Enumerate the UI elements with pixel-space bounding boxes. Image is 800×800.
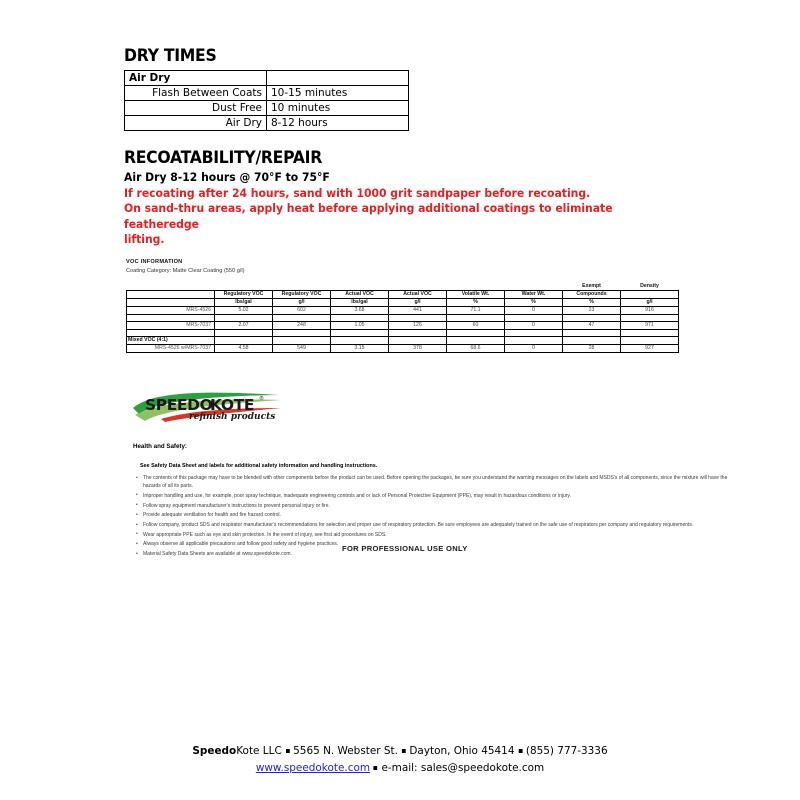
dry-times-group-header: Air Dry <box>125 71 267 86</box>
table-row <box>127 345 679 353</box>
voc-spacer-cell <box>331 337 389 345</box>
footer <box>0 742 800 776</box>
voc-cell-act-voc-gl: 126 <box>389 322 447 330</box>
table-row <box>127 322 679 330</box>
separator-square-icon <box>518 749 522 753</box>
voc-cell-act-voc-lbs: 3.68 <box>331 307 389 315</box>
voc-spacer-cell <box>563 337 621 345</box>
list-item: • The contents of this package may have to be blended with other components before the product can be used. Before opening the packages, be sure you understand the warning messages on the labels and MSDS's of all components, since the mixture will have the hazards of all its parts. <box>133 474 733 490</box>
voc-units-product <box>127 299 215 307</box>
voc-spacer-cell <box>505 283 563 291</box>
voc-cell-reg-voc-lbs: 4.58 <box>215 345 273 353</box>
logo-kote-text: KOTE <box>210 396 255 414</box>
voc-cell-reg-voc-lbs: 2.07 <box>215 322 273 330</box>
voc-spacer-cell <box>273 337 331 345</box>
voc-header-volatile-wt: Volatile Wt. <box>447 291 505 299</box>
list-item: • Always observe all applicable precautions and follow good safety and hygiene practices. <box>133 540 733 548</box>
voc-header-density <box>621 291 679 299</box>
voc-units-act-voc-lbs: lbs/gal <box>331 299 389 307</box>
voc-header-row <box>127 291 679 299</box>
voc-spacer-row <box>127 330 679 337</box>
footer-company-bold: Speedo <box>192 744 237 757</box>
voc-spacer-cell <box>127 315 215 322</box>
voc-cell-density: 971 <box>621 322 679 330</box>
voc-cell-act-voc-gl: 378 <box>389 345 447 353</box>
voc-spacer-cell <box>215 330 273 337</box>
health-safety-subtitle: See Safety Data Sheet and labels for additional safety information and handling instructions. <box>140 463 378 469</box>
table-row <box>125 86 409 101</box>
recoatability-line-sandthru-a: On sand-thru areas, apply heat before applying additional coatings to eliminate featheredge <box>124 201 613 231</box>
voc-units-volatile-wt: % <box>447 299 505 307</box>
recoatability-title: RECOATABILITY/REPAIR <box>124 148 322 168</box>
voc-spacer-cell <box>447 283 505 291</box>
voc-cell-volatile-wt: 60 <box>447 322 505 330</box>
dry-times-value: 8-12 hours <box>267 116 409 131</box>
voc-spacer-cell <box>273 315 331 322</box>
voc-header-product <box>127 291 215 299</box>
health-and-safety-section <box>133 442 733 560</box>
table-row <box>127 307 679 315</box>
dry-times-table <box>124 70 409 131</box>
voc-units-act-voc-gl: g/l <box>389 299 447 307</box>
voc-spacer-cell <box>563 330 621 337</box>
dry-times-value: 10 minutes <box>267 101 409 116</box>
voc-spacer-cell <box>215 337 273 345</box>
voc-spacer-cell <box>215 283 273 291</box>
dry-times-group-header-blank <box>267 71 409 86</box>
voc-spacer-cell <box>447 330 505 337</box>
footer-contact-line <box>20 742 780 759</box>
footer-company-rest: Kote LLC <box>236 744 282 757</box>
voc-units-row <box>127 299 679 307</box>
recoatability-section <box>124 148 714 248</box>
voc-spacer-cell <box>127 283 215 291</box>
voc-row-product-mixed: MRS-4526 w/MRS-7037 <box>127 345 215 353</box>
voc-coating-category: Coating Category: Matte Clear Coating (550 g/l) <box>126 268 245 274</box>
voc-spacer-cell <box>389 283 447 291</box>
voc-cell-water-wt: 0 <box>505 345 563 353</box>
voc-table-toplabels-row <box>127 283 679 291</box>
footer-phone: (855) 777-3336 <box>525 744 608 757</box>
separator-square-icon <box>286 749 290 753</box>
voc-cell-density: 927 <box>621 345 679 353</box>
voc-spacer-cell <box>331 315 389 322</box>
voc-cell-exempt-compounds: 28 <box>563 345 621 353</box>
voc-spacer-cell <box>505 330 563 337</box>
voc-spacer-cell <box>273 330 331 337</box>
voc-spacer-cell <box>127 330 215 337</box>
voc-spacer-cell <box>331 330 389 337</box>
voc-spacer-cell <box>505 315 563 322</box>
voc-density-toplabel: Density <box>640 283 659 289</box>
voc-units-reg-voc-lbs: lbs/gal <box>215 299 273 307</box>
voc-header-act-voc-lbs: Actual VOC <box>331 291 389 299</box>
voc-spacer-cell <box>505 337 563 345</box>
voc-units-reg-voc-gl: g/l <box>273 299 331 307</box>
recoatability-line-sanding: If recoating after 24 hours, sand with 1000 grit sandpaper before recoating. <box>124 185 591 200</box>
voc-units-exempt-compounds: % <box>563 299 621 307</box>
voc-cell-reg-voc-gl: 549 <box>273 345 331 353</box>
voc-spacer-cell <box>273 283 331 291</box>
dry-times-title: DRY TIMES <box>124 46 217 66</box>
logo-tagline: refinish products <box>189 412 276 422</box>
list-item: • Follow company, product SDS and respirator manufacturer's recommendations for selection and proper use of respiratory protection. Be sure employees are adequately trained on the safe use of respirators per company and regulatory requirements. <box>133 521 733 529</box>
voc-spacer-cell <box>389 315 447 322</box>
separator-square-icon <box>374 766 378 770</box>
voc-cell-act-voc-lbs: 1.05 <box>331 322 389 330</box>
voc-cell-density: 916 <box>621 307 679 315</box>
dry-times-label: Air Dry <box>125 116 267 131</box>
voc-spacer-cell <box>621 330 679 337</box>
voc-cell-water-wt: 0 <box>505 307 563 315</box>
table-row <box>125 71 409 86</box>
voc-header-reg-voc-gl: Regulatory VOC <box>273 291 331 299</box>
voc-cell-reg-voc-gl: 248 <box>273 322 331 330</box>
recoatability-line-sandthru-b: lifting. <box>124 232 165 246</box>
voc-cell-volatile-wt: 68.6 <box>447 345 505 353</box>
voc-spacer-cell <box>563 315 621 322</box>
voc-spacer-cell <box>215 315 273 322</box>
voc-spacer-cell <box>447 315 505 322</box>
voc-cell-volatile-wt: 71.1 <box>447 307 505 315</box>
voc-row-product: MRS-4526 <box>127 307 215 315</box>
dry-times-value: 10-15 minutes <box>267 86 409 101</box>
voc-exempt-toplabel: Exempt <box>582 283 601 289</box>
voc-header-water-wt: Water Wt. <box>505 291 563 299</box>
voc-spacer-cell <box>621 315 679 322</box>
dry-times-label: Flash Between Coats <box>125 86 267 101</box>
dry-times-section <box>124 46 414 131</box>
list-item: • Improper handling and use, for example, poor spray technique, inadequate engineering controls and or lack of Personal Protective Equipment (PPE), may result in hazardous conditions or injury. <box>133 492 733 500</box>
voc-mixed-label: Mixed VOC (4:1) <box>127 337 215 345</box>
voc-header-exempt-compounds: Compounds <box>563 291 621 299</box>
voc-table <box>126 283 679 353</box>
list-item: • Wear appropriate PPE such as eye and skin protection. In the event of injury, see first aid procedures on SDS. <box>133 531 733 539</box>
list-item: • Provide adequate ventilation for health and fire hazard control. <box>133 511 733 519</box>
voc-units-water-wt: % <box>505 299 563 307</box>
voc-cell-act-voc-lbs: 3.15 <box>331 345 389 353</box>
voc-cell-exempt-compounds: 23 <box>563 307 621 315</box>
footer-email: e-mail: sales@speedokote.com <box>381 761 545 774</box>
health-safety-title: Health and Safety: <box>133 443 187 450</box>
voc-header-act-voc-gl: Actual VOC <box>389 291 447 299</box>
voc-spacer-row <box>127 315 679 322</box>
list-item: • Material Safety Data Sheets are available at www.speedokote.com. <box>133 550 733 558</box>
voc-cell-exempt-compounds: 47 <box>563 322 621 330</box>
voc-information-section <box>126 258 686 353</box>
voc-cell-reg-voc-gl: 602 <box>273 307 331 315</box>
separator-square-icon <box>402 749 406 753</box>
voc-mixed-label-row <box>127 337 679 345</box>
speedokote-logo <box>131 388 283 424</box>
voc-title: VOC INFORMATION <box>126 259 183 265</box>
voc-cell-act-voc-gl: 441 <box>389 307 447 315</box>
voc-spacer-cell <box>621 337 679 345</box>
voc-cell-reg-voc-lbs: 5.02 <box>215 307 273 315</box>
voc-spacer-cell <box>447 337 505 345</box>
dry-times-label: Dust Free <box>125 101 267 116</box>
voc-units-density: g/l <box>621 299 679 307</box>
recoatability-line-airdry: Air Dry 8-12 hours @ 70°F to 75°F <box>124 170 330 184</box>
speedokote-logo-icon <box>131 388 283 424</box>
footer-website-link[interactable]: www.speedokote.com <box>255 761 371 774</box>
logo-speedo-text: SPEEDO <box>145 396 213 414</box>
professional-use-notice: FOR PROFESSIONAL USE ONLY <box>342 544 468 553</box>
voc-spacer-cell <box>331 283 389 291</box>
footer-web-line <box>20 759 780 776</box>
logo-registered-mark: ® <box>259 396 264 402</box>
list-item: • Follow spray equipment manufacturer's instructions to prevent personal injury or fire. <box>133 502 733 510</box>
voc-row-product: MRS-7037 <box>127 322 215 330</box>
table-row <box>125 116 409 131</box>
footer-address: 5565 N. Webster St. <box>293 744 398 757</box>
voc-spacer-cell <box>389 337 447 345</box>
table-row <box>125 101 409 116</box>
voc-cell-water-wt: 0 <box>505 322 563 330</box>
voc-header-reg-voc-lbs: Regulatory VOC <box>215 291 273 299</box>
footer-city-state: Dayton, Ohio 45414 <box>409 744 515 757</box>
voc-spacer-cell <box>389 330 447 337</box>
